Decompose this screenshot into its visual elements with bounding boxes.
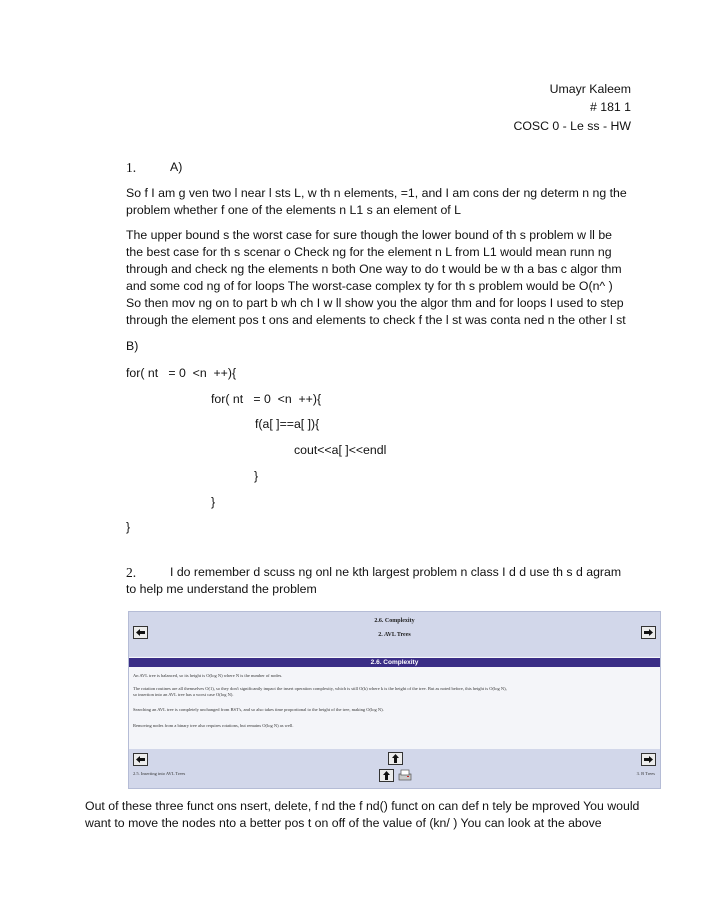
author-name: Umayr Kaleem: [549, 82, 631, 96]
screenshot-top-title: 2.6. Complexity: [374, 618, 415, 624]
screenshot-line: The rotation routines are all themselves O(1), so they don't significantly impact the insert operation complexity, which is still O(k) where k is the height of the tree. But as noted before, this height is O(log N),: [133, 686, 507, 691]
screenshot-content: [129, 657, 660, 749]
question-2-number: 2.: [126, 565, 137, 580]
code-line-outer-loop: for( nt = 0 <n ++){: [126, 366, 237, 380]
closing-paragraph: Out of these three funct ons nsert, delete, f nd the f nd() funct on can def n tely be mproved You would want to move the nodes nto a better pos t on off of the value of (kn/ ) You can look at the above: [85, 799, 640, 830]
question-1-part-b-label: B): [126, 339, 139, 353]
question-1-number: 1.: [126, 160, 137, 175]
code-line-if: f(a[ ]==a[ ]){: [255, 417, 320, 431]
screenshot-bottom-nav: [129, 749, 660, 788]
up-arrow-icon: [388, 752, 403, 765]
code-line-close-inner: }: [211, 495, 216, 509]
question-1-part-a-label: A): [170, 160, 183, 174]
code-line-close-if: }: [254, 469, 259, 483]
screenshot-section-bar: 2.6. Complexity: [129, 658, 660, 667]
home-icon: [379, 769, 394, 782]
student-number: # 181 1: [589, 100, 631, 114]
question-2-text: I do remember d scuss ng onl ne kth largest problem n class I d d use th s d agram to help me understand the problem: [126, 565, 622, 596]
forward-arrow-icon: [641, 626, 656, 639]
print-icon: [398, 769, 412, 782]
next-arrow-icon: [641, 753, 656, 766]
screenshot-line: so insertion into an AVL tree has a worst case O(log N).: [133, 692, 234, 697]
question-1-paragraph-2: The upper bound s the worst case for sure though the lower bound of th s problem w ll be the best case for th s scenar o Check ng for the element n L from L1 would mean runn ng through and check ng the elements n both One way to do t would be w th a bas c algor thm and some cod ng of for loops The worst-case complex ty for th s problem would be O(n^ ) So then mov ng on to part b wh ch I w ll show you the algor thm and for loops I used to step through the element pos t ons and elements to check f the l st was conta ned n the other l st: [126, 228, 626, 327]
screenshot-top-nav: [129, 612, 660, 656]
prev-arrow-icon: [133, 753, 148, 766]
prev-page-label: 2.5. Inserting into AVL Trees: [133, 771, 186, 776]
code-line-cout: cout<<a[ ]<<endl: [294, 443, 387, 457]
question-1-paragraph-1: So f I am g ven two l near l sts L, w th n elements, =1, and I am cons der ng determ n ng the problem whether f one of the elements n L1 s an element of L: [126, 186, 627, 217]
screenshot-top-subtitle: 2. AVL Trees: [378, 632, 411, 638]
next-page-label: 3. B Trees: [636, 771, 655, 776]
code-line-inner-loop: for( nt = 0 <n ++){: [211, 392, 322, 406]
screenshot-line: An AVL tree is balanced, so its height is O(log N) where N is the number of nodes.: [133, 673, 283, 678]
screenshot-line: Searching an AVL tree is completely unchanged from BST's, and so also takes time proportional to the height of the tree, making O(log N).: [133, 707, 384, 712]
screenshot-line: Removing nodes from a binary tree also requires rotations, but remains O(log N) as well.: [133, 723, 294, 728]
embedded-screenshot: [128, 611, 661, 789]
course-line: COSC 0 - Le ss - HW: [513, 119, 631, 133]
code-line-close-outer: }: [126, 520, 131, 534]
